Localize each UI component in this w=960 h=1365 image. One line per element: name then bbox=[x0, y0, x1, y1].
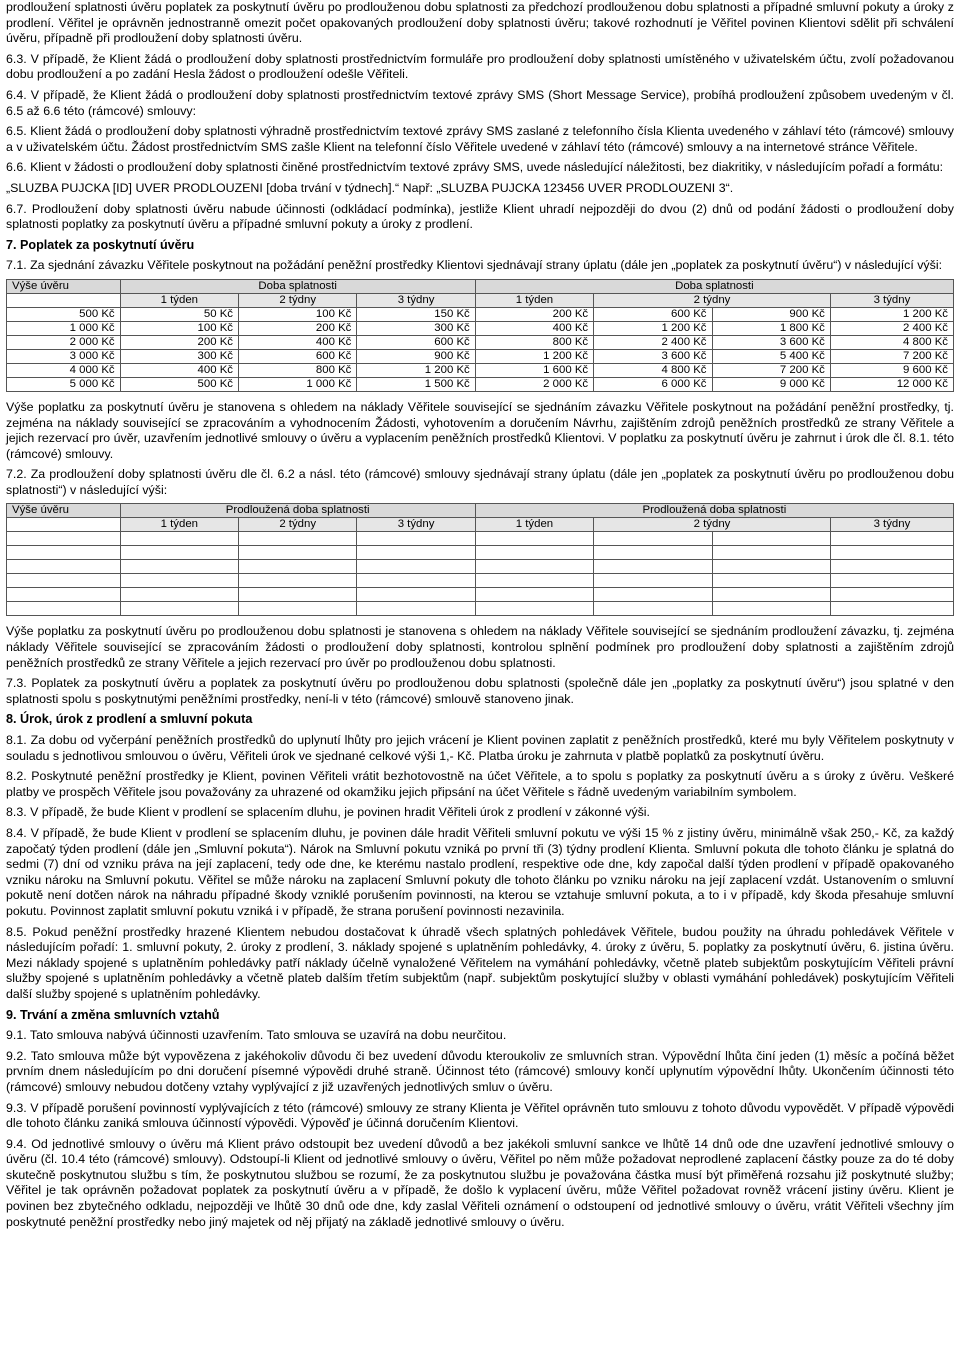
table-cell: 12 000 Kč bbox=[830, 377, 953, 391]
table-cell: 4 800 Kč bbox=[830, 335, 953, 349]
table-cell: 9 600 Kč bbox=[830, 363, 953, 377]
table-cell: 2 400 Kč bbox=[830, 321, 953, 335]
table-row bbox=[7, 363, 954, 377]
table-cell: 900 Kč bbox=[712, 307, 830, 321]
header-week: 3 týdny bbox=[830, 293, 953, 307]
header-week: 2 týdny bbox=[594, 293, 831, 307]
table-cell: 2 000 Kč bbox=[475, 377, 593, 391]
header-week: 1 týden bbox=[120, 518, 238, 532]
header-term-group: Doba splatnosti bbox=[475, 279, 953, 293]
header-week: 3 týdny bbox=[830, 518, 953, 532]
table-header-row bbox=[7, 279, 954, 293]
paragraph-9-4: 9.4. Od jednotlivé smlouvy o úvěru má Klient právo odstoupit bez uvedení důvodů a bez jakékoli smluvní sankce ve lhůtě 14 dnů ode dne uzavření jednotlivé smlouvy o úvěru (čl. 10.4 této (rámcové) smlouvy). Odstoupí-li Klient od jednotlivé smlouvy o úvěru, Věřitel po něm může požadovat neprodlené zaplacení částky pouze za do té doby skutečně poskytnutou službu s tím, že poskytnutou službou se rozumí, že za poskytnutou službu je považována částka musí být přiměřená rozsahu již poskytnuté služby; Věřitel je tak oprávněn požadovat poplatek za poskytnutí úvěru a v případě, že došlo k vyplacení úvěru, může Věřitel požadovat rovněž vrácení jistiny úvěru. Klient je povinen bez zbytečného odkladu, nejpozději ve lhůtě 30 dnů ode dne, kdy zaslal Věřiteli oznámení o odstoupení od jednotlivé smlouvy o úvěru, vrátit Věřiteli všechny jím poskytnuté peněžní prostředky nebo jiný majetek od něj přijatý na základě jednotlivé smlouvy o úvěru. bbox=[6, 1136, 954, 1229]
paragraph-9-1: 9.1. Tato smlouva nabývá účinnosti uzavřením. Tato smlouva se uzavírá na dobu neurčitou. bbox=[6, 1028, 507, 1043]
header-week: 2 týdny bbox=[239, 518, 357, 532]
table-row bbox=[7, 588, 954, 602]
paragraph-fee-explanation: Výše poplatku za poskytnutí úvěru je stanovena s ohledem na náklady Věřitele související se sjednáním závazku Věřitele poskytnout na požádání peněžní prostředky, tj. zejména na náklady související se zpracováním a vyhodnocením Žádosti, vyhotovením a doručením Návrhu, zajištěním zdrojů peněžních prostředků ze strany Věřitele a jejich rezervací pro úvěr, uzavřením jednotlivé smlouvy o úvěru a vyplacením peněžních prostředků Klientovi. V poplatku za poskytnutí úvěru je zahrnut i úrok dle čl. 8.1. této (rámcové) smlouvy. bbox=[6, 399, 954, 461]
table-cell: 500 Kč bbox=[120, 377, 238, 391]
header-week: 3 týdny bbox=[357, 293, 475, 307]
table-cell: 1 500 Kč bbox=[357, 377, 475, 391]
paragraph-6-4: 6.4. V případě, že Klient žádá o prodloužení doby splatnosti prostřednictvím textové zprávy SMS (Short Message Service), probíhá prodloužení způsobem uvedeným v čl. 6.5 až 6.6 této (rámcové) smlouvy: bbox=[6, 87, 954, 118]
paragraph-8-4: 8.4. V případě, že bude Klient v prodlení se splacením dluhu, je povinen dále hradit Věřiteli smluvní pokutu ve výši 15 % z jistiny úvěru, minimálně však 250,- Kč, za každý započatý týden prodlení (dále jen „Smluvní pokuta“). Nárok na Smluvní pokutu vzniká po první tři (3) týdny prodlení Klienta. Smluvní pokuta dle tohoto článku je splatná do sedmi (7) dní od vzniku práva na její zaplacení, tedy ode dne, ke kterému nastalo prodlení, respektive ode dne, kdy započal další týden prodlení v případě opakovaného vzniku nároku na Smluvní pokutu. Věřitel se může nároku na zaplacení Smluvní pokuty dle tohoto článku po vzniku nároku na její zaplacení vzdát. Ustanovením o smluvní pokutě není dotčen nárok na náhradu případné škody vzniklé porušením povinnosti, na kterou se vztahuje smluvní pokuta, a to i v případě, kdy škoda přesahuje smluvní pokutu. Povinnost zaplatit smluvní pokutu vzniká i v případě, že strana porušení povinnosti nezavinila. bbox=[6, 826, 954, 918]
paragraph-6-7: 6.7. Prodloužení doby splatnosti úvěru nabude účinnosti (odkládací podmínka), jestliže Klient uhradí nejpozději do dvou (2) dnů od podání žádosti o prodloužení doby splatnosti poplatky za poskytnutí úvěru a případné smluvní pokuty a úroky z prodlení. bbox=[6, 201, 954, 232]
table-cell: 1 600 Kč bbox=[475, 363, 593, 377]
table-cell: 1 200 Kč bbox=[357, 363, 475, 377]
table-cell: 200 Kč bbox=[120, 335, 238, 349]
table-cell: 200 Kč bbox=[239, 321, 357, 335]
sms-format-example: „SLUZBA PUJCKA [ID] UVER PRODLOUZENI [doba trvání v týdnech].“ Např: „SLUZBA PUJCKA 123456 UVER PRODLOUZENI 3“. bbox=[6, 180, 734, 195]
table-subheader-row bbox=[7, 293, 954, 307]
paragraph-9-2: 9.2. Tato smlouva může být vypovězena z jakéhokoliv důvodu či bez uvedení důvodu kteroukoliv ze smluvních stran. Výpovědní lhůta činí jeden (1) měsíc a počíná běžet prvním dnem následujícím po dni doručení písemné výpovědi druhé straně. Účinnost této (rámcové) smlouvy končí uplynutím výpovědní lhůty. Ukončením účinnosti této (rámcové) smlouvy nebudou dotčeny vztahy vyplývající z již uzavřených jednotlivých smluv o úvěru. bbox=[6, 1048, 954, 1094]
table-row bbox=[7, 349, 954, 363]
table-row bbox=[7, 321, 954, 335]
table-cell: 1 200 Kč bbox=[830, 307, 953, 321]
paragraph-9-3: 9.3. V případě porušení povinností vyplývajících z této (rámcové) smlouvy ze strany Klienta je Věřitel oprávněn tuto smlouvu z tohoto důvodu vypovědět. V případě výpovědi dle tohoto článku zaniká smlouva účinností výpovědi. Výpověď je účinná doručením Klientovi. bbox=[6, 1100, 954, 1131]
header-term-group: Prodloužená doba splatnosti bbox=[120, 504, 475, 518]
paragraph-6-6: 6.6. Klient v žádosti o prodloužení doby splatnosti činěné prostřednictvím textové zprávy SMS, uvede následující náležitosti, bez diakritiky, v následujícím pořadí a formátu: bbox=[6, 160, 944, 175]
paragraph-6-5: 6.5. Klient žádá o prodloužení doby splatnosti výhradně prostřednictvím textové zprávy SMS zaslané z telefonního čísla Klienta uvedeného v záhlaví této (rámcové) smlouvy a v uživatelském účtu. Žádost prostřednictvím SMS zašle Klient na telefonní číslo Věřitele uvedené v záhlaví této (rámcové) smlouvy a na internetové stránce Věřitele. bbox=[6, 124, 954, 154]
table-cell: 1 800 Kč bbox=[712, 321, 830, 335]
table-cell: 150 Kč bbox=[357, 307, 475, 321]
table-cell: 5 000 Kč bbox=[7, 377, 121, 391]
paragraph-7-1: 7.1. Za sjednání závazku Věřitele poskytnout na požádání peněžní prostředky Klientovi sjednávají strany úplatu (dále jen „poplatek za poskytnutí úvěru“) v následující výši: bbox=[6, 258, 943, 273]
header-loan-amount: Výše úvěru bbox=[7, 504, 121, 518]
table-cell: 600 Kč bbox=[239, 349, 357, 363]
header-week: 3 týdny bbox=[357, 518, 475, 532]
table-cell: 7 200 Kč bbox=[712, 363, 830, 377]
table-cell: 9 000 Kč bbox=[712, 377, 830, 391]
paragraph-8-3: 8.3. V případě, že bude Klient v prodlení se splacením dluhu, je povinen hradit Věřiteli úrok z prodlení v zákonné výši. bbox=[6, 805, 650, 820]
paragraph-extension-fee-explanation: Výše poplatku za poskytnutí úvěru po prodlouženou dobu splatnosti je stanovena s ohledem na náklady Věřitele související se sjednáním prodloužení závazku, tj. zejména náklady Věřitele související se zpracováním žádosti o prodloužení doby splatnosti, kontrolou splnění podmínek pro prodloužení doby splatnosti a zajištěním zdrojů peněžních prostředků ze strany Věřitele a jejich rezervací pro úvěr po prodlouženou dobu splatnosti. bbox=[6, 624, 954, 670]
table-cell: 1 000 Kč bbox=[239, 377, 357, 391]
table-cell: 200 Kč bbox=[475, 307, 593, 321]
table-cell: 2 400 Kč bbox=[594, 335, 712, 349]
section-8-heading: 8. Úrok, úrok z prodlení a smluvní pokuta bbox=[6, 712, 253, 727]
table-row bbox=[7, 335, 954, 349]
table-cell: 3 000 Kč bbox=[7, 349, 121, 363]
fee-table-extension bbox=[6, 503, 954, 616]
table-subheader-row bbox=[7, 518, 954, 532]
table-cell: 400 Kč bbox=[120, 363, 238, 377]
table-cell: 5 400 Kč bbox=[712, 349, 830, 363]
table-header-row bbox=[7, 504, 954, 518]
header-week: 1 týden bbox=[475, 293, 593, 307]
paragraph-8-5: 8.5. Pokud peněžní prostředky hrazené Klientem nebudou dostačovat k úhradě všech splatných pohledávek Věřitele, budou použity na úhradu pohledávek Věřitele v následujícím pořadí: 1. smluvní pokuty, 2. úroky z prodlení, 3. náklady spojené s uplatněním pohledávky, 4. úroky z úvěru, 5. poplatky za poskytnutí úvěru, 6. jistina úvěru. Mezi náklady spojené s uplatněním pohledávky patří náklady účelně vynaložené Věřitelem na vymáhání pohledávky, včetně plateb subjektům poskytujícím Věřiteli právní služby spojené s uplatněním pohledávky a včetně plateb dalším třetím subjektům (např. subjektům poskytující služby v oblasti vymáhání pohledávek) poskytujícím Věřiteli další služby spojené s uplatněním pohledávky. bbox=[6, 924, 954, 1001]
table-cell: 100 Kč bbox=[120, 321, 238, 335]
table-cell: 2 000 Kč bbox=[7, 335, 121, 349]
table-row bbox=[7, 560, 954, 574]
header-week: 2 týdny bbox=[239, 293, 357, 307]
table-cell: 1 200 Kč bbox=[594, 321, 712, 335]
paragraph-8-1: 8.1. Za dobu od vyčerpání peněžních prostředků do uplynutí lhůty pro jejich vrácení je Klient povinen zaplatit z peněžních prostředků, které mu byly Věřitelem poskytnuty v souladu s jednotlivou smlouvou o úvěru, Věřiteli úrok ve sjednané celkové výši 1,- Kč. Platba úroku je zahrnuta v platbě poplatků za poskytnutí úvěru. bbox=[6, 733, 954, 763]
table-cell: 800 Kč bbox=[475, 335, 593, 349]
table-row bbox=[7, 307, 954, 321]
table-cell: 300 Kč bbox=[120, 349, 238, 363]
table-cell: 50 Kč bbox=[120, 307, 238, 321]
table-cell: 100 Kč bbox=[239, 307, 357, 321]
table-row bbox=[7, 574, 954, 588]
table-row bbox=[7, 602, 954, 616]
table-cell: 500 Kč bbox=[7, 307, 121, 321]
table-cell: 7 200 Kč bbox=[830, 349, 953, 363]
section-7-heading: 7. Poplatek za poskytnutí úvěru bbox=[6, 237, 195, 252]
table-row bbox=[7, 546, 954, 560]
table-cell: 4 000 Kč bbox=[7, 363, 121, 377]
table-cell: 3 600 Kč bbox=[594, 349, 712, 363]
table-cell: 400 Kč bbox=[239, 335, 357, 349]
table-cell: 900 Kč bbox=[357, 349, 475, 363]
table-row bbox=[7, 532, 954, 546]
table-cell: 1 200 Kč bbox=[475, 349, 593, 363]
paragraph-8-2: 8.2. Poskytnuté peněžní prostředky je Klient, povinen Věřiteli vrátit bezhotovostně na účet Věřitele, a to spolu s poplatky za poskytnutí úvěru a s úroky z úvěru. Veškeré platby ve prospěch Věřitele jsou považovány za uhrazené od okamžiku jejich připsání na účet Věřitele s řádně uvedeným variabilním symbolem. bbox=[6, 769, 954, 799]
header-week: 1 týden bbox=[120, 293, 238, 307]
paragraph-6-3: 6.3. V případě, že Klient žádá o prodloužení doby splatnosti prostřednictvím formuláře pro prodloužení doby splatnosti umístěného v uživatelském účtu, zvolí požadovanou dobu prodloužení a po zadání Hesla žádost o prodloužení odešle Věřiteli. bbox=[6, 51, 954, 82]
table-cell: 6 000 Kč bbox=[594, 377, 712, 391]
table-cell: 600 Kč bbox=[594, 307, 712, 321]
header-week: 2 týdny bbox=[594, 518, 831, 532]
section-9-heading: 9. Trvání a změna smluvních vztahů bbox=[6, 1007, 220, 1022]
table-cell: 300 Kč bbox=[357, 321, 475, 335]
table-cell: 3 600 Kč bbox=[712, 335, 830, 349]
paragraph-7-2: 7.2. Za prodloužení doby splatnosti úvěru dle čl. 6.2 a násl. této (rámcové) smlouvy sjednávají strany úplatu (dále jen „poplatek za poskytnutí úvěru po prodlouženou dobu splatnosti“) v následující výši: bbox=[6, 467, 954, 497]
header-week: 1 týden bbox=[475, 518, 593, 532]
table-cell: 600 Kč bbox=[357, 335, 475, 349]
header-loan-amount: Výše úvěru bbox=[7, 279, 121, 293]
table-cell bbox=[7, 518, 121, 532]
fee-table-loan bbox=[6, 279, 954, 392]
header-term-group: Prodloužená doba splatnosti bbox=[475, 504, 953, 518]
header-term-group: Doba splatnosti bbox=[120, 279, 475, 293]
paragraph-7-3: 7.3. Poplatek za poskytnutí úvěru a poplatek za poskytnutí úvěru po prodlouženou dobu splatnosti (společně dále jen „poplatky za poskytnutí úvěru“) jsou splatné v den splatnosti spolu s poskytnutými peněžními prostředky, není-li v této (rámcové) smlouvě stanoveno jinak. bbox=[6, 676, 954, 706]
table-cell: 1 000 Kč bbox=[7, 321, 121, 335]
table-cell bbox=[7, 293, 121, 307]
table-row bbox=[7, 377, 954, 391]
table-cell: 800 Kč bbox=[239, 363, 357, 377]
paragraph-6-2-continued: prodloužení splatnosti úvěru poplatek za poskytnutí úvěru po prodlouženou dobu splatnosti za předchozí prodlouženou dobu splatnosti a případné smluvní pokuty a úroky z prodlení. Věřitel je oprávněn jednostranně omezit počet opakovaných prodloužení doby splatnosti úvěru; takové rozhodnutí je Věřitel povinen Klientovi sdělit při schválení úvěru, případně při prodloužení doby splatnosti úvěru. bbox=[6, 0, 954, 46]
table-cell: 4 800 Kč bbox=[594, 363, 712, 377]
table-cell: 400 Kč bbox=[475, 321, 593, 335]
